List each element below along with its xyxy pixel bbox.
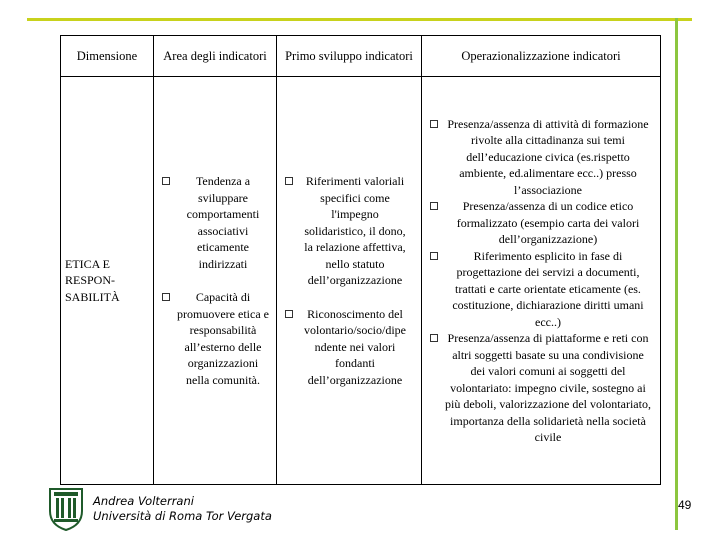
top-accent-rule — [27, 18, 692, 21]
list-item: Capacità di promuovere etica e responsabilità all’esterno delle organizzazioni nella comunità. — [160, 289, 272, 388]
checkbox-bullet-icon — [430, 120, 438, 128]
footer-author-name: Andrea Volterrani — [93, 494, 194, 508]
operazionalizzazione-cell — [422, 77, 661, 485]
table-header-row — [61, 36, 661, 77]
list-item: Presenza/assenza di piattaforme e reti con altri soggetti basate su una condivisione dei valori comuni ai soggetti del volontariato: impegno civile, sostegno ai più deboli, valorizzazione del volontariato, importanza della solidarietà nella società civile — [428, 330, 652, 446]
list-item: Riconoscimento del volontario/socio/dipe ndente nei valori fondanti dell’organizzazione — [283, 306, 417, 389]
university-crest-icon — [48, 487, 84, 531]
primo-sviluppo-cell — [277, 77, 422, 485]
list-item: Riferimento esplicito in fase di progettazione dei servizi a documenti, trattati e carte orientate eticamente (es. costituzione, dichiarazione diritti umani ecc..) — [428, 248, 652, 331]
dimension-cell: ETICA E RESPON-SABILITÀ — [61, 77, 154, 485]
list-item: Presenza/assenza di attività di formazione rivolte alla cittadinanza sui temi dell’educazione civica (es.rispetto ambiente, ed.alimentare ecc..) presso l’associazione — [428, 116, 652, 199]
checkbox-bullet-icon — [162, 293, 170, 301]
indicators-table — [60, 35, 661, 485]
checkbox-bullet-icon — [285, 177, 293, 185]
table-row — [61, 77, 661, 485]
area-list — [160, 173, 272, 388]
header-operazionalizzazione: Operazionalizzazione indicatori — [422, 36, 661, 77]
footer-university: Università di Roma Tor Vergata — [93, 509, 272, 523]
header-dimensione: Dimensione — [61, 36, 154, 77]
list-item: Tendenza a sviluppare comportamenti associativi eticamente indirizzati — [160, 173, 272, 272]
page-number: 49 — [678, 498, 692, 512]
checkbox-bullet-icon — [430, 202, 438, 210]
header-primo-sviluppo: Primo sviluppo indicatori — [277, 36, 422, 77]
checkbox-bullet-icon — [285, 310, 293, 318]
area-cell — [154, 77, 277, 485]
footer-credit — [93, 494, 272, 524]
list-item: Riferimenti valoriali specifici come l'impegno solidaristico, il dono, la relazione affettiva, nello statuto dell’organizzazione — [283, 173, 417, 289]
checkbox-bullet-icon — [430, 252, 438, 260]
checkbox-bullet-icon — [430, 334, 438, 342]
list-item: Presenza/assenza di un codice etico formalizzato (esempio carta dei valori dell’organizzazione) — [428, 198, 652, 248]
primo-list — [283, 173, 417, 388]
operazionalizzazione-list — [428, 116, 652, 446]
header-area: Area degli indicatori — [154, 36, 277, 77]
checkbox-bullet-icon — [162, 177, 170, 185]
vertical-accent-rule — [675, 18, 678, 530]
